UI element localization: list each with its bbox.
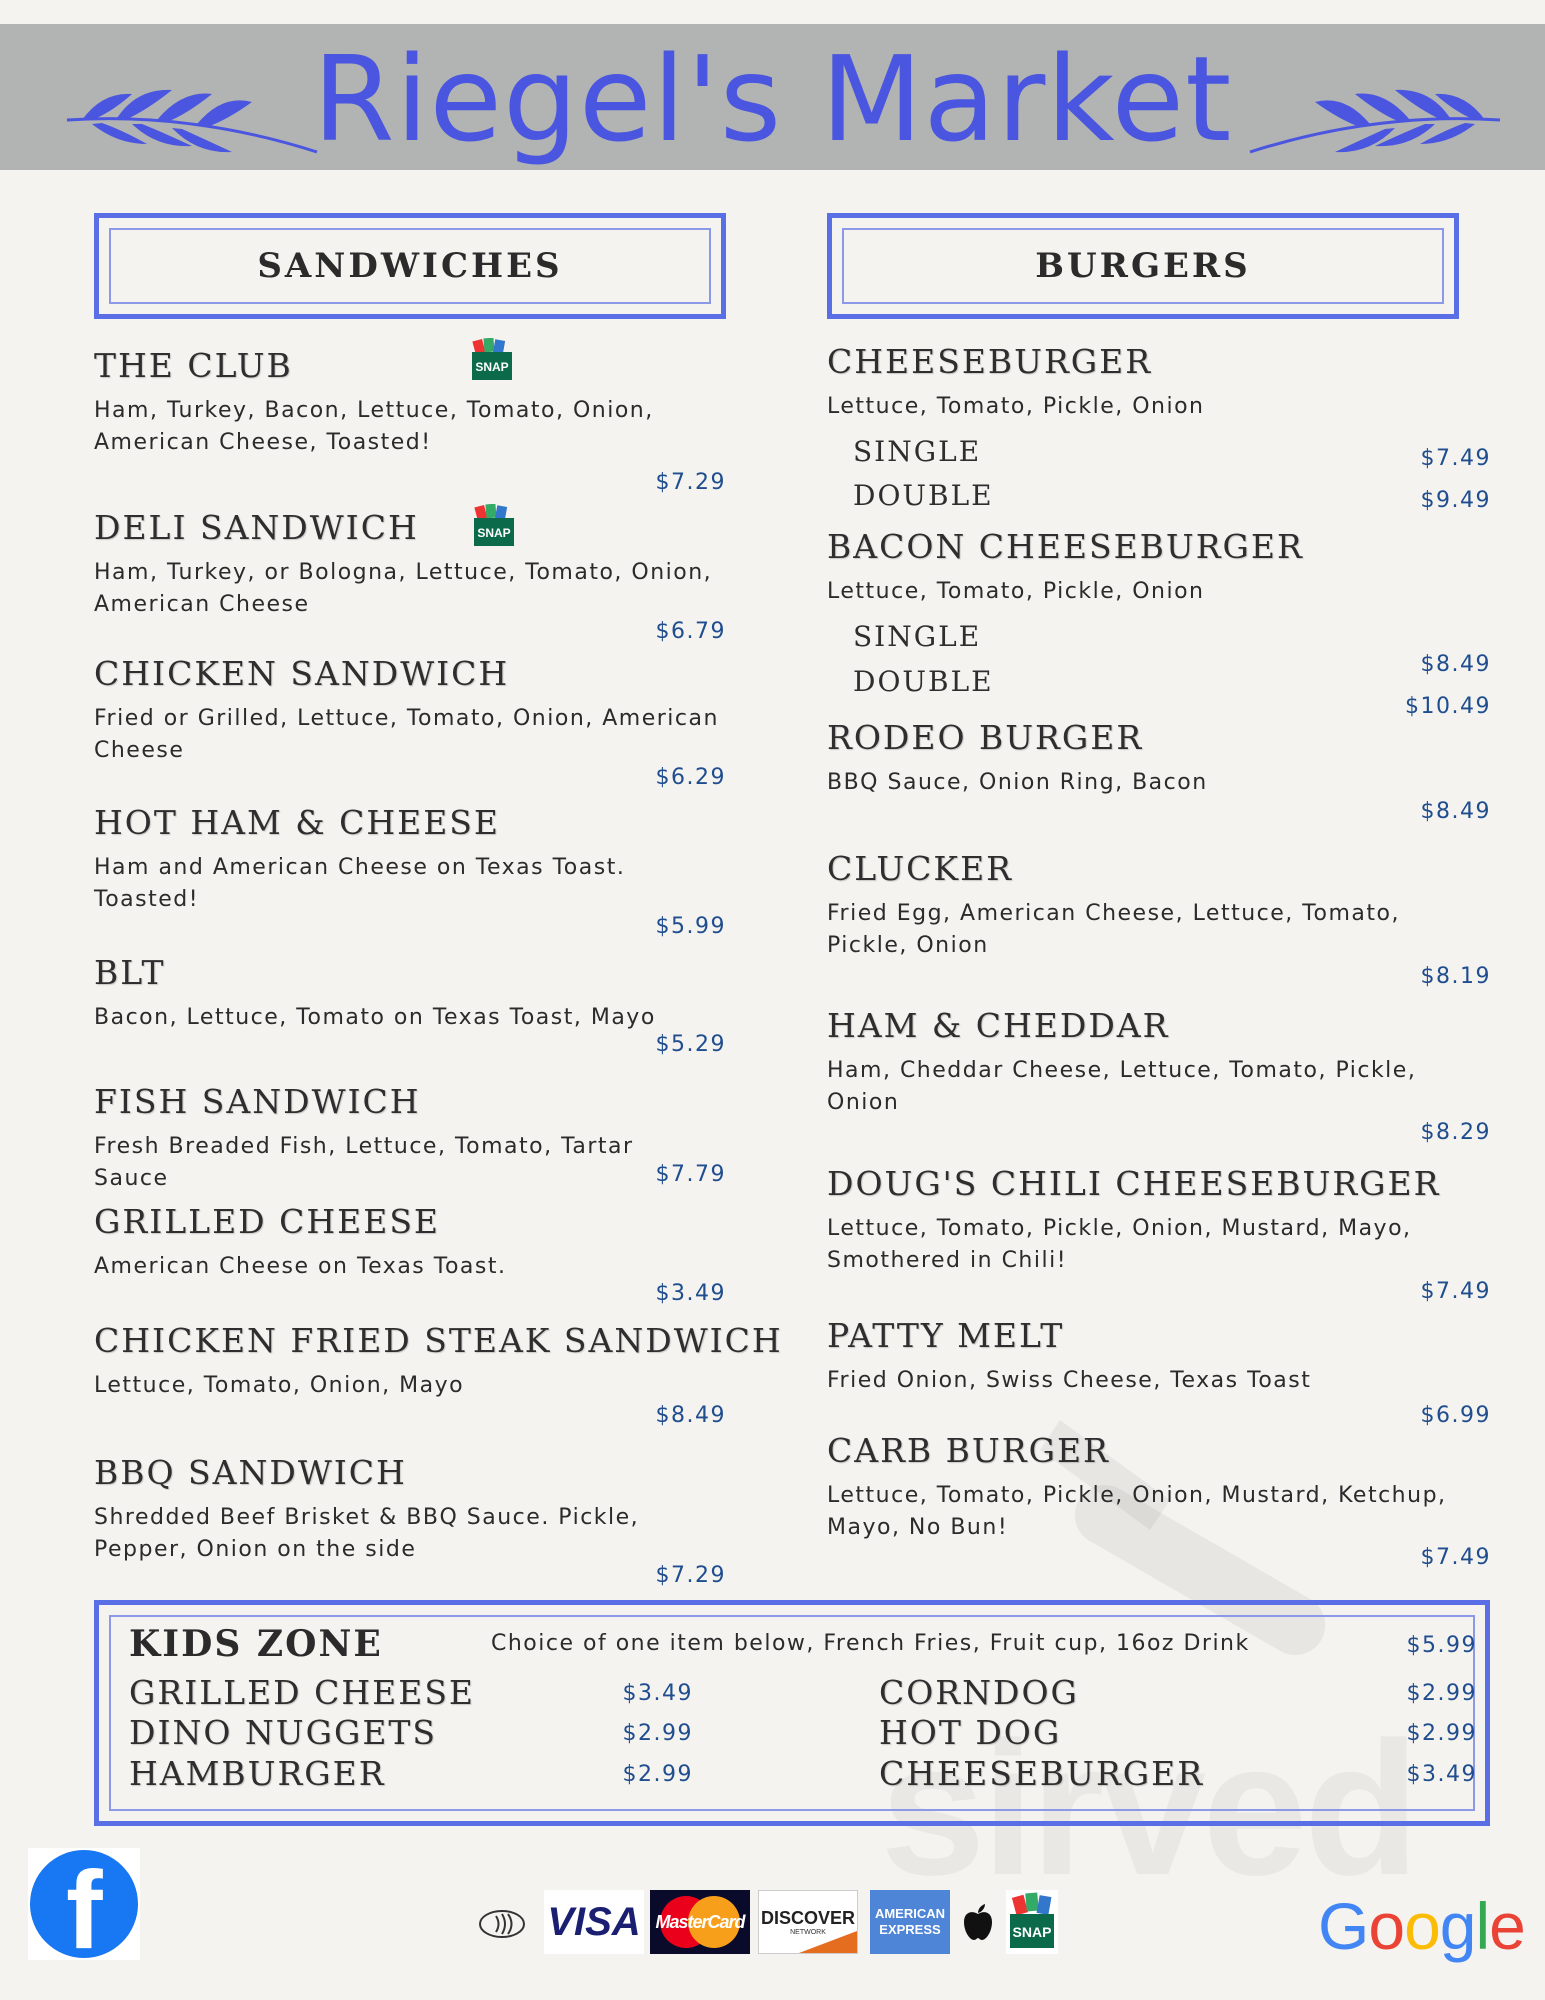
item-description: Fresh Breaded Fish, Lettuce, Tomato, Tartar Sauce: [94, 1134, 634, 1191]
burgers-heading: BURGERS: [1035, 246, 1251, 286]
item-name: HOT HAM & CHEESE: [94, 803, 500, 842]
item-description: Fried Egg, American Cheese, Lettuce, Tomato, Pickle, Onion: [827, 901, 1400, 958]
kids-zone-price: $5.99: [1406, 1633, 1477, 1658]
item-description: Ham, Turkey, or Bologna, Lettuce, Tomato, Onion, American Cheese: [94, 560, 713, 617]
kids-zone-description: Choice of one item below, French Fries, Fruit cup, 16oz Drink: [491, 1631, 1250, 1656]
kids-item-name: DINO NUGGETS: [129, 1713, 438, 1752]
kids-item-name: CHEESEBURGER: [879, 1754, 1205, 1793]
menu-item: [827, 527, 1487, 608]
item-description: Lettuce, Tomato, Pickle, Onion: [827, 394, 1205, 419]
item-name: CHICKEN SANDWICH: [94, 654, 510, 693]
sandwiches-heading-box: [94, 213, 726, 319]
item-price: $7.49: [1420, 1279, 1491, 1304]
item-price: $5.99: [655, 914, 726, 939]
menu-item: [827, 1006, 1487, 1119]
item-name: DELI SANDWICH: [94, 508, 419, 547]
kids-item-name: HAMBURGER: [129, 1754, 386, 1793]
item-name: CARB BURGER: [827, 1431, 1110, 1470]
sandwiches-heading: SANDWICHES: [257, 246, 563, 286]
amex-icon: AMERICAN EXPRESS: [870, 1890, 950, 1954]
menu-item: [827, 718, 1487, 799]
kids-item-name: CORNDOG: [879, 1673, 1079, 1712]
kids-item-name: HOT DOG: [879, 1713, 1062, 1752]
header-banner: [0, 24, 1545, 170]
item-description: Lettuce, Tomato, Pickle, Onion, Mustard, Mayo, Smothered in Chili!: [827, 1216, 1412, 1273]
discover-icon: DISCOVER NETWORK: [758, 1890, 858, 1954]
kids-item-price: $2.99: [1406, 1681, 1477, 1706]
item-name: RODEO BURGER: [827, 718, 1144, 757]
snap-label: SNAP: [477, 526, 511, 540]
menu-item: [827, 1316, 1487, 1397]
kids-item-name: GRILLED CHEESE: [129, 1673, 476, 1712]
contactless-icon: [476, 1906, 528, 1942]
svg-text:SNAP: SNAP: [1012, 1924, 1052, 1940]
menu-item: [94, 1453, 734, 1566]
item-price: $6.79: [655, 619, 726, 644]
menu-item: [827, 342, 1487, 423]
item-description: Lettuce, Tomato, Pickle, Onion: [827, 579, 1205, 604]
item-description: Bacon, Lettuce, Tomato on Texas Toast, Mayo: [94, 1005, 656, 1030]
item-description: American Cheese on Texas Toast.: [94, 1254, 507, 1279]
snap-label: SNAP: [475, 360, 509, 374]
menu-item: [94, 803, 734, 916]
item-name: CHEESEBURGER: [827, 342, 1153, 381]
menu-item: [827, 849, 1487, 962]
item-price: $6.29: [655, 765, 726, 790]
menu-item: [94, 1321, 794, 1402]
leaf-icon: [1245, 82, 1505, 172]
item-price: $7.49: [1420, 446, 1491, 471]
kids-item-price: $3.49: [622, 1681, 693, 1706]
item-price: $7.29: [655, 470, 726, 495]
kids-item-price: $2.99: [1406, 1721, 1477, 1746]
page-title: Riegel's Market: [312, 30, 1233, 168]
burgers-heading-box: [827, 213, 1459, 319]
item-description: Ham, Turkey, Bacon, Lettuce, Tomato, Onion, American Cheese, Toasted!: [94, 398, 654, 455]
item-name: BLT: [94, 953, 166, 992]
item-price: $3.49: [655, 1281, 726, 1306]
item-description: Lettuce, Tomato, Onion, Mayo: [94, 1373, 465, 1398]
mastercard-icon: MasterCard: [650, 1890, 750, 1954]
size-option-double: DOUBLE: [853, 479, 994, 512]
item-name: BBQ SANDWICH: [94, 1453, 407, 1492]
facebook-icon[interactable]: f: [28, 1848, 140, 1960]
menu-item: [827, 1431, 1487, 1544]
size-option-single: SINGLE: [853, 620, 982, 653]
item-price: $8.49: [655, 1403, 726, 1428]
item-name: DOUG'S CHILI CHEESEBURGER: [827, 1164, 1441, 1203]
kids-zone-box: [94, 1600, 1490, 1826]
item-name: CHICKEN FRIED STEAK SANDWICH: [94, 1321, 783, 1360]
snap-icon: [472, 504, 516, 548]
kids-item-price: $2.99: [622, 1762, 693, 1787]
item-description: Ham and American Cheese on Texas Toast. Toasted!: [94, 855, 626, 912]
item-description: BBQ Sauce, Onion Ring, Bacon: [827, 770, 1208, 795]
size-option-double: DOUBLE: [853, 665, 994, 698]
menu-item: [94, 953, 734, 1034]
item-name: GRILLED CHEESE: [94, 1202, 441, 1241]
item-name: CLUCKER: [827, 849, 1014, 888]
kids-item-price: $3.49: [1406, 1762, 1477, 1787]
item-price: $7.49: [1420, 1545, 1491, 1570]
item-price: $7.29: [655, 1563, 726, 1588]
menu-item: [94, 654, 734, 767]
item-price: $8.49: [1420, 799, 1491, 824]
item-price: $10.49: [1405, 694, 1491, 719]
item-name: PATTY MELT: [827, 1316, 1065, 1355]
snap-icon: [1006, 1890, 1058, 1954]
menu-item: [94, 346, 734, 459]
item-description: Fried or Grilled, Lettuce, Tomato, Onion, American Cheese: [94, 706, 719, 763]
apple-icon: [960, 1902, 996, 1942]
menu-item: [827, 1164, 1487, 1277]
snap-icon: [470, 338, 514, 382]
menu-item: [94, 1202, 734, 1283]
item-description: Lettuce, Tomato, Pickle, Onion, Mustard, Ketchup, Mayo, No Bun!: [827, 1483, 1447, 1540]
item-price: $6.99: [1420, 1403, 1491, 1428]
item-name: BACON CHEESEBURGER: [827, 527, 1304, 566]
item-price: $8.29: [1420, 1120, 1491, 1145]
item-price: $5.29: [655, 1032, 726, 1057]
menu-item: [94, 508, 734, 621]
item-description: Fried Onion, Swiss Cheese, Texas Toast: [827, 1368, 1312, 1393]
size-option-single: SINGLE: [853, 435, 982, 468]
kids-item-price: $2.99: [622, 1721, 693, 1746]
item-price: $8.49: [1420, 652, 1491, 677]
item-price: $7.79: [655, 1162, 726, 1187]
visa-icon: VISA: [544, 1890, 644, 1954]
google-logo[interactable]: Google: [1318, 1889, 1525, 1963]
item-name: HAM & CHEDDAR: [827, 1006, 1170, 1045]
item-name: THE CLUB: [94, 346, 293, 385]
item-price: $8.19: [1420, 964, 1491, 989]
item-name: FISH SANDWICH: [94, 1082, 421, 1121]
item-description: Ham, Cheddar Cheese, Lettuce, Tomato, Pickle, Onion: [827, 1058, 1417, 1115]
kids-zone-title: KIDS ZONE: [129, 1623, 383, 1665]
item-description: Shredded Beef Brisket & BBQ Sauce. Pickle, Pepper, Onion on the side: [94, 1505, 640, 1562]
item-price: $9.49: [1420, 488, 1491, 513]
